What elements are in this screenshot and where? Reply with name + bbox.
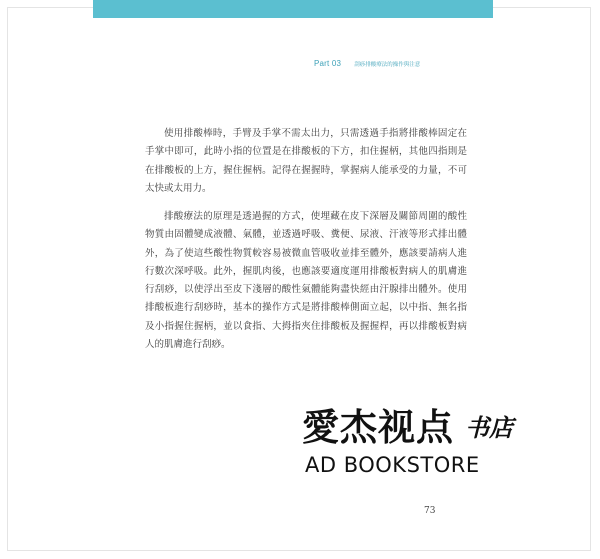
bookstore-watermark-logo [302, 405, 572, 451]
running-header [314, 51, 494, 68]
body-paragraph-1: 使用排酸棒時，手臂及手掌不需太出力，只需透過手指將排酸棒固定在手掌中即可，此時小指的位置是在排酸板的下方，扣住握柄，其他四指則是在排酸板的上方，握住握柄。記得在握握時，掌握病人能承受的力量，不可太快或太用力。 [145, 128, 467, 194]
page-number: 73 [424, 506, 436, 516]
top-accent-bar [93, 0, 493, 18]
watermark-logo-text: 愛杰视点 [302, 406, 454, 449]
watermark-logo-subtext: 书店 [465, 413, 514, 442]
chapter-title: 刮痧排酸療法的操作與注意 [354, 62, 421, 68]
bookstore-watermark-english: AD BOOKSTORE [305, 453, 480, 477]
part-label: Part 03 [314, 59, 342, 68]
body-paragraph-2: 排酸療法的原理是透過握的方式，使埋藏在皮下深層及關節周圍的酸性物質由固體變成液體、氣體，並透過呼吸、糞便、尿液、汗液等形式排出體外，為了使這些酸性物質較容易被微血管吸收並排至體外，應該要請病人進行數次深呼吸。此外，握肌肉後，也應該要適度運用排酸板對病人的肌膚進行刮痧，以使浮出至皮下淺層的酸性氣體能夠盡快經由汗腺排出體外。使用排酸板進行刮痧時，基本的操作方式是將排酸棒側面立起，以中指、無名指及小指握住握柄，並以食指、大拇指夾住排酸板及握握桿，再以排酸板對病人的肌膚進行刮痧。 [145, 211, 467, 351]
